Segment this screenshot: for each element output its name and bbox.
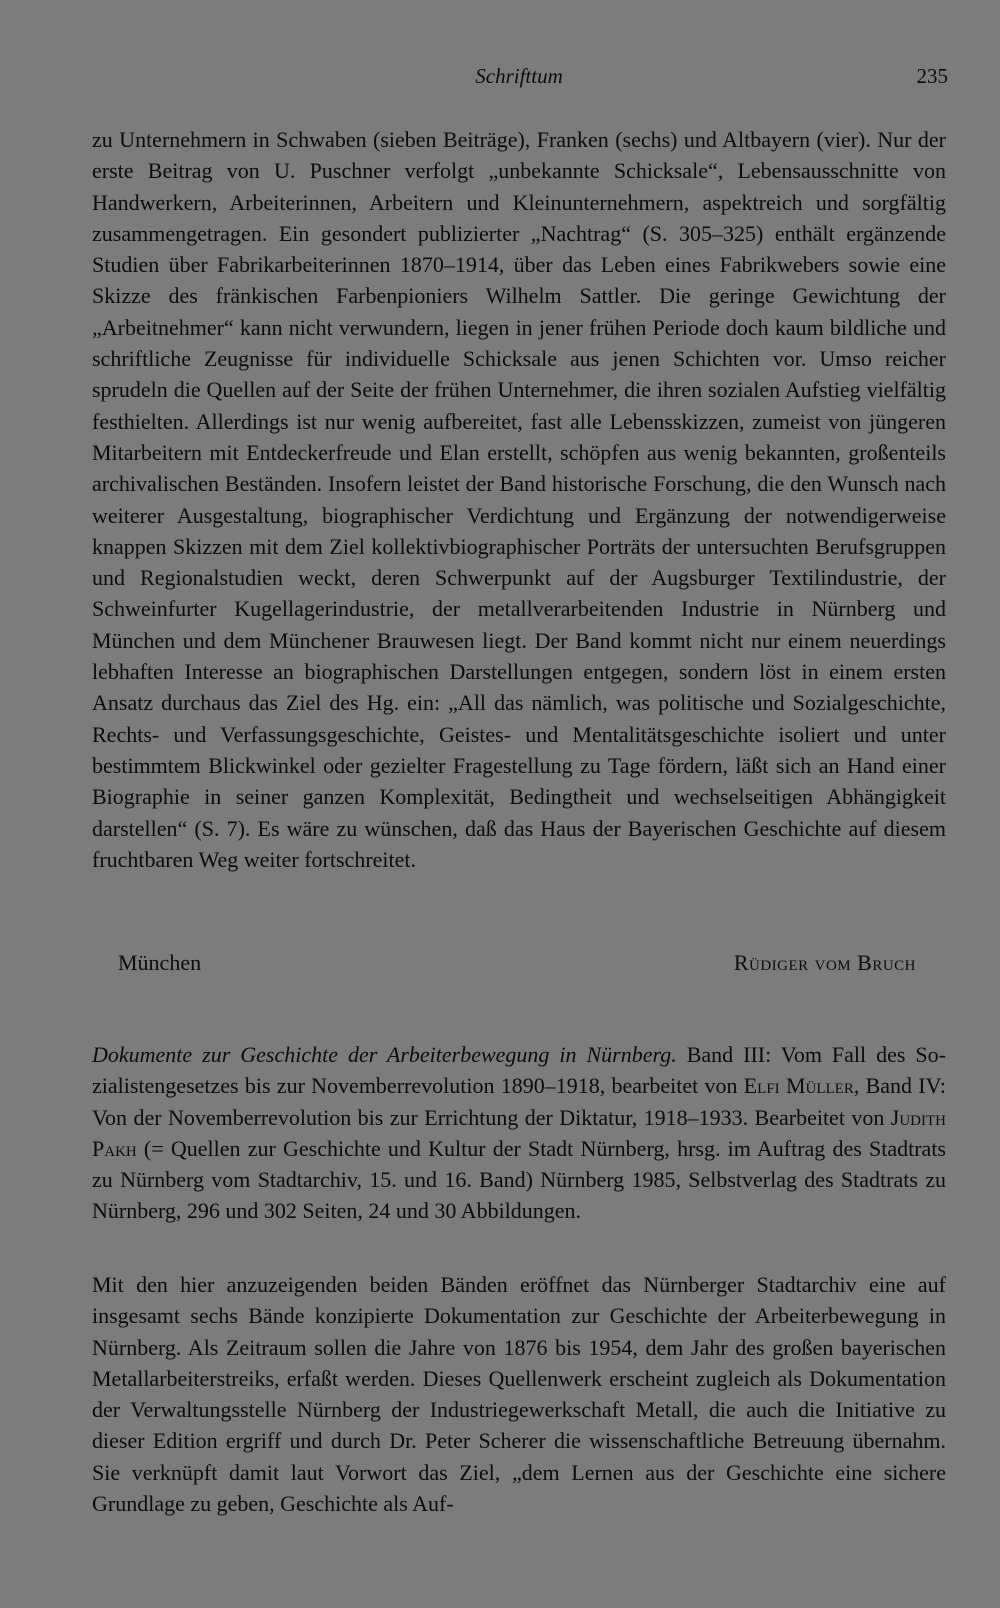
citation-editor-2: Judith Pakh — [92, 1104, 946, 1161]
citation-editor-1: Elfi Müller — [743, 1073, 854, 1099]
signature-place: München — [118, 950, 202, 975]
page-number: 235 — [916, 64, 948, 88]
review-signature — [92, 950, 916, 982]
citation-text-part1: Band III: Vom Fall des Sozialistengesetzes bis zur Novemberrevolution 1890–1918, bearbeitet von — [92, 1042, 946, 1099]
review-text-paragraph: zu Unternehmern in Schwaben (sieben Beiträge), Franken (sechs) und Altbayern (vier). Nur der erste Beitrag von U. Puschner verfolgt „unbekannte Schicksale“, Lebensausschnitte von Handwerkern, Arbeiterinnen, Arbeitern und Kleinunternehmern, aspektreich und sorgfältig zusammengetragen. Ein gesondert publizierter „Nachtrag“ (S. 305–325) enthält ergänzende Studien über Fabrikarbeiterinnen 1870–1914, über das Leben eines Fabrikwebers sowie eine Skizze des fränkischen Farbenpioniers Wilhelm Sattler. Die geringe Gewichtung der „Arbeitnehmer“ kann nicht verwundern, liegen in jener frühen Periode doch kaum bildliche und schriftliche Zeugnisse für individuelle Schicksale aus jenen Schichten vor. Umso reicher sprudeln die Quellen auf der Seite der frühen Unternehmer, die ihren sozialen Aufstieg vielfältig festhielten. Allerdings ist nur wenig aufbereitet, fast alle Lebensskizzen, zumeist von jüngeren Mitarbeitern mit Entdeckerfreude und Elan erstellt, schöpfen aus wenig bekannten, großenteils archivalischen Beständen. Insofern leistet der Band historische Forschung, die den Wunsch nach weiterer Ausgestaltung, biographischer Verdichtung und Ergänzung der notwendigerweise knappen Skizzen mit dem Ziel kollektivbiographischer Porträts der untersuchten Berufsgruppen und Regionalstudien weckt, deren Schwerpunkt auf der Augsburger Textilindustrie, der Schweinfurter Kugellagerindustrie, der metallverarbeitenden Industrie in Nürnberg und München und dem Münchener Brauwesen liegt. Der Band kommt nicht nur einem neuerdings lebhaften Interesse an biographischen Darstellungen entgegen, sondern löst in einem ersten Ansatz durchaus das Ziel des Hg. ein: „All das nämlich, was politische und Sozialgeschichte, Rechts- und Verfassungsgeschichte, Geistes- und Mentalitätsgeschichte isoliert und unter bestimmtem Blickwinkel oder gezielter Fragestellung zu Tage fördern, läßt sich an Hand einer Biographie in seiner ganzen Komplexität, Bedingtheit und wechselseitigen Abhängigkeit darstellen“ (S. 7). Es wäre zu wünschen, daß das Haus der Bayerischen Geschichte auf diesem fruchtbaren Weg weiter fortschreitet. — [92, 127, 946, 872]
running-title: Schrifttum — [475, 64, 563, 88]
citation-title: Dokumente zur Geschichte der Arbeiterbewegung in Nürnberg. — [92, 1042, 677, 1067]
bibliographic-citation — [92, 1039, 946, 1227]
signature-author: Rüdiger vom Bruch — [733, 950, 916, 975]
citation-text-part2: , Band IV: Von der Novemberrevolution bis zur Errichtung der Diktatur, 1918–1933. Bearbeitet von — [92, 1073, 946, 1130]
page-header — [90, 62, 948, 94]
second-review-paragraph: Mit den hier anzuzeigenden beiden Bänden eröffnet das Nürnberger Stadtarchiv eine auf insgesamt sechs Bände konzipierte Dokumentation zur Geschichte der Arbeiterbewegung in Nürnberg. Als Zeitraum sollen die Jahre von 1876 bis 1954, dem Jahr des großen bayerischen Metallarbeiterstreiks, erfaßt werden. Dieses Quellenwerk erscheint zugleich als Dokumentation der Verwaltungsstelle Nürnberg der Industriegewerkschaft Metall, die auch die Initiative zu dieser Edition ergriff und durch Dr. Peter Scherer die wissenschaftliche Betreuung übernahm. Sie verknüpft damit laut Vorwort das Ziel, „dem Lernen aus der Geschichte eine sichere Grundlage zu geben, Geschichte als Auf- — [92, 1272, 946, 1517]
citation-text-part3: (= Quellen zur Geschichte und Kultur der Stadt Nürnberg, hrsg. im Auftrag des Stadtrats zu Nürnberg vom Stadtarchiv, 15. und 16. Band) Nürnberg 1985, Selbstverlag des Stadtrats zu Nürnberg, 296 und 302 Seiten, 24 und 30 Abbildungen. — [92, 1135, 946, 1224]
